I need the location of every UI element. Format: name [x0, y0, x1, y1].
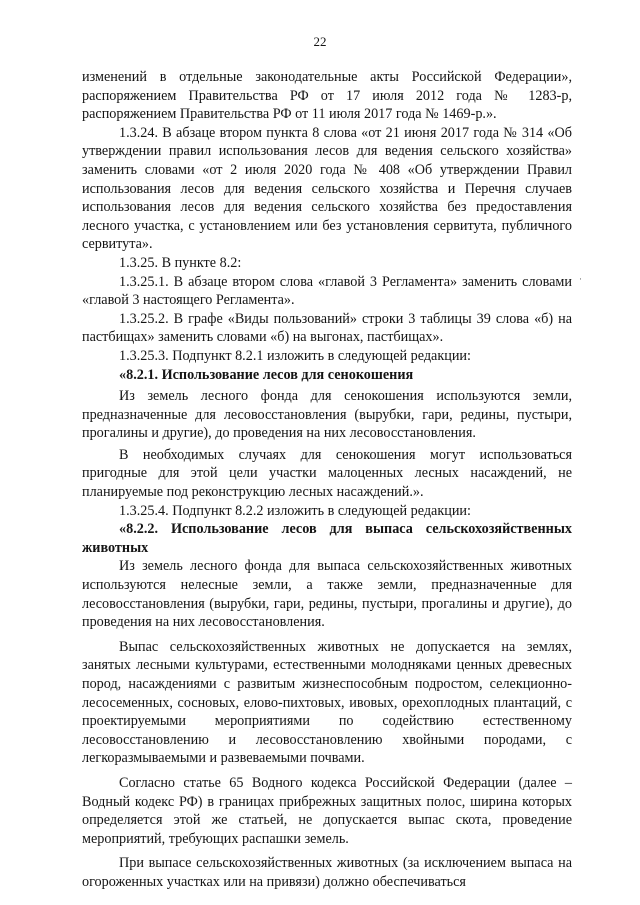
paragraph-1-3-25-4: 1.3.25.4. Подпункт 8.2.2 изложить в следующей редакции: — [119, 502, 471, 519]
paragraph-grazing-requirements: При выпасе сельскохозяйственных животных (за исключением выпаса на огороженных участках или на привязи) должно обеспечиваться — [82, 855, 572, 890]
paragraph-1-3-25-1: 1.3.25.1. В абзаце втором слова «главой 3 Регламента» заменить словами «главой 3 настоящего Регламента». — [82, 273, 572, 309]
document-body — [82, 68, 572, 892]
paragraph-1-3-25-2: 1.3.25.2. В графе «Виды пользований» строки 3 таблицы 39 слова «б) на пастбищах» заменить словами «б) на выгонах, пастбищах». — [82, 310, 572, 346]
paragraph-continuation: изменений в отдельные законодательные акты Российской Федерации», распоряжением Правительства РФ от 17 июля 2012 года № 1283-р, распоряжением Правительства РФ от 11 июля 2017 года № 1469-р.». — [82, 69, 572, 123]
paragraph-1-3-25-3: 1.3.25.3. Подпункт 8.2.1 изложить в следующей редакции: — [119, 347, 471, 364]
paragraph-haymaking-lands: Из земель лесного фонда для сенокошения используются земли, предназначенные для лесовосстановления (вырубки, гари, редины, пустыри, прогалины и другие), до проведения на них лесовосстановления. — [82, 388, 572, 442]
paragraph-grazing-prohibited: Выпас сельскохозяйственных животных не допускается на землях, занятых лесными культурами, естественными молодняками ценных древесных пород, насаждениями с развитым жизнеспособным подростом, селекционно-лесосеменных, сосновых, елово-пихтовых, ивовых, орехоплодных плантаций, с проектируемыми мероприятиями по содействию естественному лесовосстановлению и лесовосстановлению хвойными породами, с легкоразмываемыми и развеваемыми почвами. — [82, 638, 572, 767]
paragraph-1-3-24: 1.3.24. В абзаце втором пункта 8 слова «от 21 июня 2017 года № 314 «Об утверждении правил использования лесов для ведения сельского хозяйства» заменить словами «от 2 июля 2020 года № 408 «Об утверждении Правил использования лесов для ведения сельского хозяйства и Перечня случаев использования лесов для ведения сельского хозяйства без предоставления лесного участка, с установлением или без установления сервитута, публичного сервитута». — [82, 124, 572, 253]
scan-speck: · — [579, 274, 582, 284]
paragraph-1-3-25: 1.3.25. В пункте 8.2: — [119, 254, 242, 271]
section-heading-8-2-1: «8.2.1. Использование лесов для сенокошения — [119, 366, 414, 383]
section-heading-8-2-2: «8.2.2. Использование лесов для выпаса сельскохозяйственных животных — [82, 521, 572, 556]
paragraph-water-code: Согласно статье 65 Водного кодекса Российской Федерации (далее – Водный кодекс РФ) в границах прибрежных защитных полос, ширина которых определяется этой же статьей, не допускается выпас скота, проведение мероприятий, требующих распашки земель. — [82, 774, 572, 847]
page-number: 22 — [313, 34, 327, 49]
paragraph-grazing-lands: Из земель лесного фонда для выпаса сельскохозяйственных животных используются нелесные земли, а также земли, предназначенные для лесовосстановления (вырубки, гари, редины, пустыри, прогалины и другие), до проведения на них лесовосстановления. — [82, 558, 572, 631]
paragraph-haymaking-cases: В необходимых случаях для сенокошения могут использоваться пригодные для этой цели участки малоценных лесных насаждений, не планируемые под реконструкцию лесных насаждений.». — [82, 446, 572, 501]
